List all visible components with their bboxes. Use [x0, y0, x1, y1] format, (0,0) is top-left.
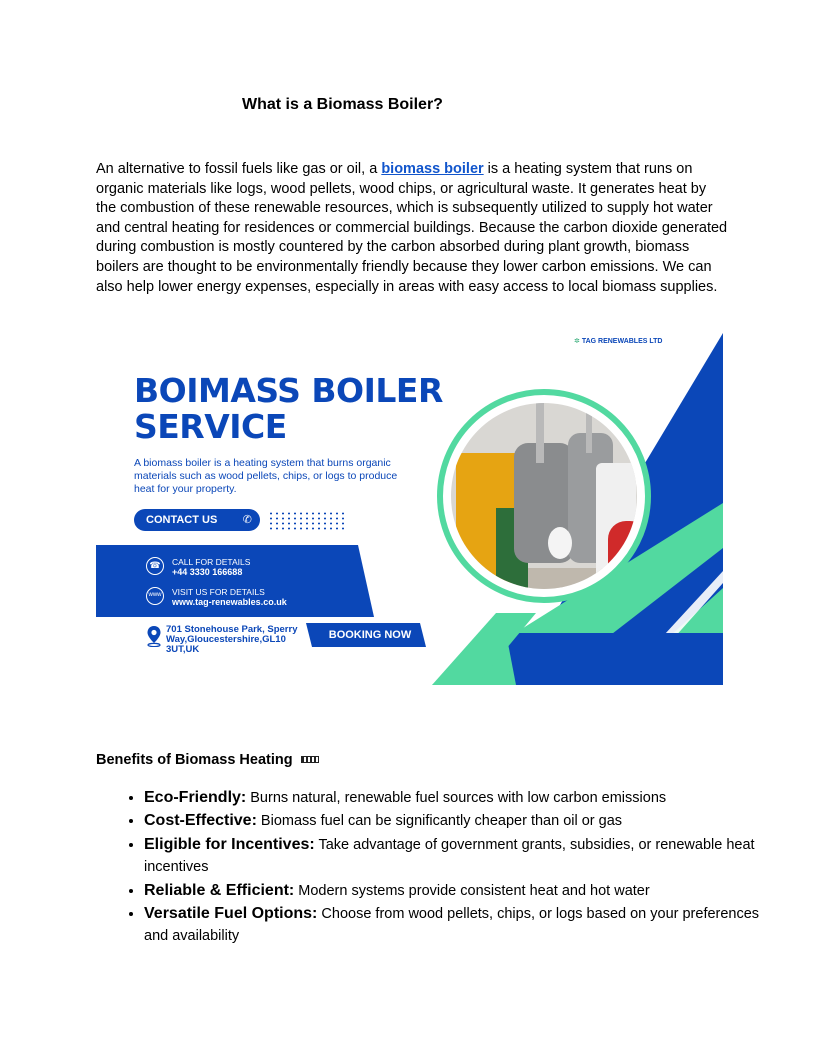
website-url: www.tag-renewables.co.uk	[172, 597, 287, 607]
benefits-heading	[96, 752, 319, 768]
call-label: CALL FOR DETAILS	[172, 557, 251, 567]
benefit-title: Eco-Friendly:	[144, 789, 247, 806]
intro-text-end: is a heating system that runs on organic materials like logs, wood pellets, wood chips, or agricultural waste. It generates heat by the combustion of these renewable resources, which is subsequently utilized to supply hot water and central heating for residences or commercial buildings. Because the carbon dioxide generated during combustion is mostly countered by the carbon absorbed during plant growth, biomass boilers are thought to be environmentally friendly because they lower carbon emissions. We can also help lower energy expenses, especially in areas with easy access to local biomass supplies.	[96, 161, 728, 295]
benefit-text: Take advantage of government grants, subsidies, or renewable heat incentives	[144, 836, 755, 876]
banner-description: A biomass boiler is a heating system that burns organic materials such as wood pellets, chips, or logs to produce heat for your property.	[134, 457, 398, 495]
contact-us-button[interactable]	[134, 509, 260, 531]
benefit-text: Modern systems provide consistent heat and hot water	[294, 882, 650, 899]
benefits-list	[96, 787, 784, 949]
website-details	[172, 587, 287, 607]
banner-heading-line1: BOIMASS BOILER	[134, 371, 443, 410]
benefit-item	[144, 787, 784, 809]
address: 701 Stonehouse Park, Sperry Way,Gloucestershire,GL10 3UT,UK	[166, 624, 298, 655]
website-icon: www	[146, 587, 164, 605]
benefit-title: Eligible for Incentives:	[144, 835, 315, 853]
benefit-text: Choose from wood pellets, chips, or logs based on your preferences and availability	[144, 906, 760, 945]
benefit-item	[144, 810, 784, 832]
brand-logo	[574, 337, 662, 345]
booking-now-label: BOOKING NOW	[328, 629, 412, 641]
banner-heading	[134, 373, 443, 445]
phone-icon: ✆	[242, 514, 252, 526]
brand-name: TAG RENEWABLES LTD	[581, 338, 663, 345]
call-details	[172, 557, 250, 577]
benefit-title: Cost-Effective:	[144, 812, 257, 830]
dot-grid-decoration	[268, 511, 346, 531]
banner-heading-line2: SERVICE	[134, 407, 287, 446]
biomass-boiler-service-banner	[96, 333, 723, 685]
benefit-text: Biomass fuel can be significantly cheaper than oil or gas	[256, 813, 623, 830]
benefit-item	[144, 834, 784, 879]
benefit-item	[144, 880, 784, 902]
biomass-boiler-link[interactable]: biomass boiler	[381, 161, 484, 177]
intro-text-start: An alternative to fossil fuels like gas or oil, a	[96, 161, 382, 177]
intro-paragraph	[96, 160, 728, 297]
contact-us-label: CONTACT US	[146, 514, 218, 526]
location-pin-icon	[146, 625, 162, 647]
banner-lower-blue-shape	[506, 633, 723, 685]
benefit-text: Burns natural, renewable fuel sources with low carbon emissions	[246, 790, 667, 806]
benefit-title: Reliable & Efficient:	[144, 881, 295, 899]
battery-icon	[301, 756, 319, 763]
page-title: What is a Biomass Boiler?	[242, 96, 443, 113]
benefit-item	[144, 903, 784, 948]
benefits-heading-text: Benefits of Biomass Heating	[96, 752, 293, 768]
benefit-title: Versatile Fuel Options:	[144, 905, 318, 923]
visit-label: VISIT US FOR DETAILS	[172, 587, 265, 597]
phone-number: +44 3330 166688	[172, 567, 243, 577]
booking-now-button[interactable]	[306, 623, 426, 652]
leaf-icon: ✲	[574, 338, 580, 345]
call-support-icon: ☎	[146, 557, 164, 575]
